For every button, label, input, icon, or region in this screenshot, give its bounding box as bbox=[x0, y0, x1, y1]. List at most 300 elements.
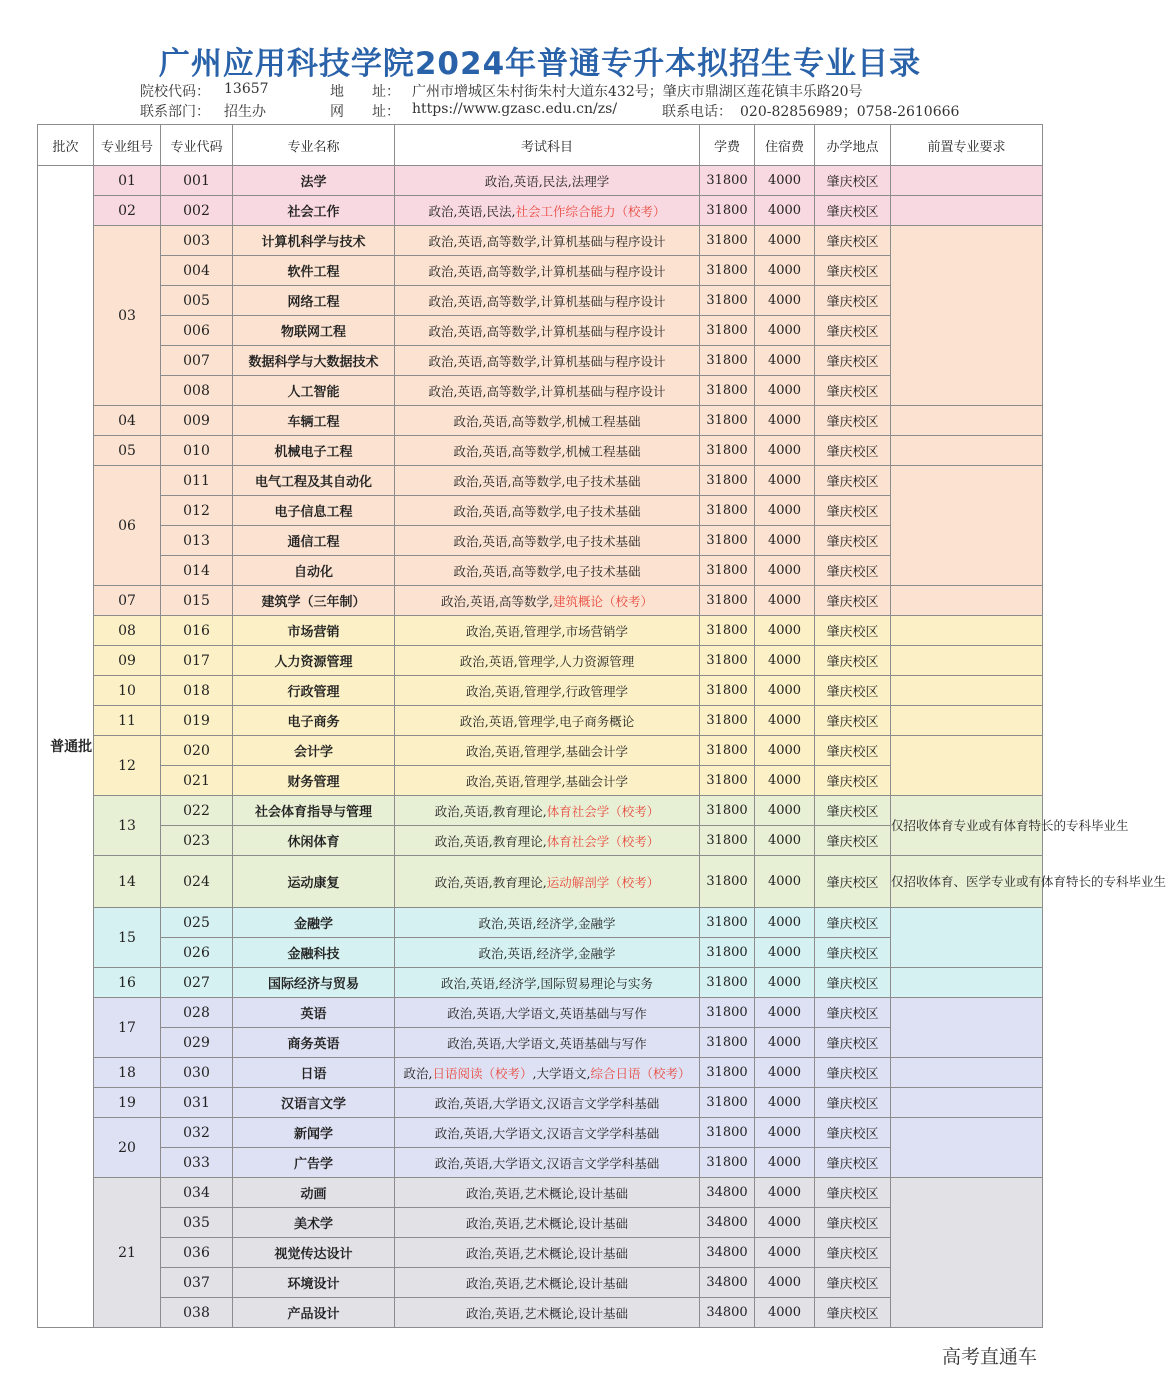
phone-label: 联系电话： bbox=[662, 104, 732, 120]
table-row bbox=[38, 1058, 1043, 1088]
exam-subjects-cell bbox=[395, 346, 700, 376]
exam-subject-text: 政治,英语,高等数学,电子技术基础 bbox=[453, 503, 641, 519]
group-number-cell: 09 bbox=[94, 646, 161, 676]
campus-cell: 肇庆校区 bbox=[815, 1088, 891, 1118]
tuition-cell: 31800 bbox=[700, 376, 755, 406]
major-code-cell: 035 bbox=[161, 1208, 233, 1238]
address: 广州市增城区朱村街朱村大道东432号；肇庆市鼎湖区莲花镇丰乐路20号 bbox=[412, 84, 863, 100]
major-name-cell: 会计学 bbox=[233, 736, 395, 766]
dorm-fee-cell: 4000 bbox=[755, 736, 815, 766]
dorm-fee-cell: 4000 bbox=[755, 1178, 815, 1208]
dorm-fee-cell: 4000 bbox=[755, 676, 815, 706]
tuition-cell: 31800 bbox=[700, 556, 755, 586]
dorm-fee-cell: 4000 bbox=[755, 346, 815, 376]
school-exam-subject: 体育社会学（校考） bbox=[546, 833, 660, 849]
table-row bbox=[38, 1178, 1043, 1208]
table-row bbox=[38, 166, 1043, 196]
campus-cell: 肇庆校区 bbox=[815, 556, 891, 586]
tuition-cell: 34800 bbox=[700, 1208, 755, 1238]
major-name-cell: 运动康复 bbox=[233, 856, 395, 908]
major-name-cell: 社会工作 bbox=[233, 196, 395, 226]
dorm-fee-cell: 4000 bbox=[755, 436, 815, 466]
exam-subjects-cell bbox=[395, 856, 700, 908]
exam-subjects-cell bbox=[395, 556, 700, 586]
tuition-cell: 31800 bbox=[700, 346, 755, 376]
group-number-cell: 03 bbox=[94, 226, 161, 406]
campus-cell: 肇庆校区 bbox=[815, 968, 891, 998]
dept: 招生办 bbox=[224, 104, 266, 120]
major-name-cell: 休闲体育 bbox=[233, 826, 395, 856]
exam-subjects-cell bbox=[395, 526, 700, 556]
major-code-cell: 038 bbox=[161, 1298, 233, 1328]
major-code-cell: 034 bbox=[161, 1178, 233, 1208]
exam-subject-text: 政治,英语,管理学,电子商务概论 bbox=[459, 713, 635, 729]
table-row bbox=[38, 1118, 1043, 1148]
tuition-cell: 31800 bbox=[700, 938, 755, 968]
major-code-cell: 018 bbox=[161, 676, 233, 706]
dorm-fee-cell: 4000 bbox=[755, 1118, 815, 1148]
exam-subject-text: 政治,英语,艺术概论,设计基础 bbox=[466, 1305, 628, 1321]
exam-subject-text: 政治,英语,高等数学,计算机基础与程序设计 bbox=[428, 383, 666, 399]
exam-subject-text: 政治,英语,高等数学,电子技术基础 bbox=[453, 473, 641, 489]
prerequisite-cell bbox=[891, 436, 1043, 466]
group-number-cell: 04 bbox=[94, 406, 161, 436]
table-row bbox=[38, 586, 1043, 616]
tuition-cell: 31800 bbox=[700, 1148, 755, 1178]
group-number-cell: 15 bbox=[94, 908, 161, 968]
major-code-cell: 032 bbox=[161, 1118, 233, 1148]
exam-subject-text: 政治,英语,高等数学,电子技术基础 bbox=[453, 563, 641, 579]
tuition-cell: 31800 bbox=[700, 496, 755, 526]
campus-cell: 肇庆校区 bbox=[815, 1028, 891, 1058]
header-cell: 考试科目 bbox=[395, 125, 700, 166]
table-row bbox=[38, 908, 1043, 938]
exam-subjects-cell bbox=[395, 736, 700, 766]
dorm-fee-cell: 4000 bbox=[755, 526, 815, 556]
major-name-cell: 电子商务 bbox=[233, 706, 395, 736]
tuition-cell: 31800 bbox=[700, 466, 755, 496]
prerequisite-cell bbox=[891, 998, 1043, 1058]
dorm-fee-cell: 4000 bbox=[755, 586, 815, 616]
campus-cell: 肇庆校区 bbox=[815, 1298, 891, 1328]
watermark: 高考直通车 bbox=[942, 1346, 1038, 1368]
campus-cell: 肇庆校区 bbox=[815, 856, 891, 908]
major-name-cell: 广告学 bbox=[233, 1148, 395, 1178]
major-name-cell: 国际经济与贸易 bbox=[233, 968, 395, 998]
prerequisite-cell bbox=[891, 736, 1043, 796]
dorm-fee-cell: 4000 bbox=[755, 1058, 815, 1088]
major-name-cell: 商务英语 bbox=[233, 1028, 395, 1058]
major-code-cell: 006 bbox=[161, 316, 233, 346]
batch-label: 普通批 bbox=[50, 738, 93, 755]
school-code-label: 院校代码： bbox=[140, 84, 210, 100]
major-code-cell: 026 bbox=[161, 938, 233, 968]
major-name-cell: 数据科学与大数据技术 bbox=[233, 346, 395, 376]
tuition-cell: 31800 bbox=[700, 1028, 755, 1058]
dorm-fee-cell: 4000 bbox=[755, 256, 815, 286]
exam-subjects-cell bbox=[395, 1058, 700, 1088]
exam-subject-text: 政治,英语,管理学,行政管理学 bbox=[466, 683, 628, 699]
campus-cell: 肇庆校区 bbox=[815, 826, 891, 856]
tuition-cell: 31800 bbox=[700, 316, 755, 346]
group-number-cell: 21 bbox=[94, 1178, 161, 1328]
major-code-cell: 013 bbox=[161, 526, 233, 556]
table-row bbox=[38, 676, 1043, 706]
exam-subjects-cell bbox=[395, 908, 700, 938]
exam-subject-text: 政治, bbox=[403, 1065, 433, 1081]
batch-cell bbox=[38, 166, 94, 1328]
exam-subject-text: 政治,英语,民法, bbox=[428, 203, 516, 219]
dorm-fee-cell: 4000 bbox=[755, 466, 815, 496]
major-code-cell: 029 bbox=[161, 1028, 233, 1058]
dorm-fee-cell: 4000 bbox=[755, 796, 815, 826]
exam-subjects-cell bbox=[395, 286, 700, 316]
table-row bbox=[38, 796, 1043, 826]
page-title: 广州应用科技学院2024年普通专升本拟招生专业目录 bbox=[158, 46, 922, 82]
school-exam-subject: 体育社会学（校考） bbox=[546, 803, 660, 819]
address-label: 地 址： bbox=[330, 84, 400, 100]
header-cell: 专业名称 bbox=[233, 125, 395, 166]
exam-subject-text: 政治,英语,管理学,人力资源管理 bbox=[459, 653, 635, 669]
major-code-cell: 001 bbox=[161, 166, 233, 196]
campus-cell: 肇庆校区 bbox=[815, 908, 891, 938]
dorm-fee-cell: 4000 bbox=[755, 826, 815, 856]
campus-cell: 肇庆校区 bbox=[815, 736, 891, 766]
major-name-cell: 金融科技 bbox=[233, 938, 395, 968]
prerequisite-cell bbox=[891, 466, 1043, 586]
group-number-cell: 07 bbox=[94, 586, 161, 616]
tuition-cell: 31800 bbox=[700, 998, 755, 1028]
campus-cell: 肇庆校区 bbox=[815, 436, 891, 466]
major-code-cell: 021 bbox=[161, 766, 233, 796]
major-code-cell: 019 bbox=[161, 706, 233, 736]
major-name-cell: 动画 bbox=[233, 1178, 395, 1208]
campus-cell: 肇庆校区 bbox=[815, 1208, 891, 1238]
dorm-fee-cell: 4000 bbox=[755, 376, 815, 406]
exam-subject-text: 政治,英语,经济学,金融学 bbox=[478, 945, 616, 961]
major-code-cell: 016 bbox=[161, 616, 233, 646]
tuition-cell: 31800 bbox=[700, 706, 755, 736]
major-name-cell: 法学 bbox=[233, 166, 395, 196]
header-cell: 住宿费 bbox=[755, 125, 815, 166]
exam-subject-text: 政治,英语,艺术概论,设计基础 bbox=[466, 1185, 628, 1201]
exam-subject-text: 政治,英语,民法,法理学 bbox=[484, 173, 610, 189]
major-code-cell: 004 bbox=[161, 256, 233, 286]
prerequisite-cell bbox=[891, 1058, 1043, 1088]
campus-cell: 肇庆校区 bbox=[815, 316, 891, 346]
group-number-cell: 06 bbox=[94, 466, 161, 586]
major-name-cell: 电气工程及其自动化 bbox=[233, 466, 395, 496]
exam-subjects-cell bbox=[395, 826, 700, 856]
tuition-cell: 31800 bbox=[700, 796, 755, 826]
dorm-fee-cell: 4000 bbox=[755, 1298, 815, 1328]
dorm-fee-cell: 4000 bbox=[755, 938, 815, 968]
major-name-cell: 车辆工程 bbox=[233, 406, 395, 436]
major-name-cell: 软件工程 bbox=[233, 256, 395, 286]
table-row bbox=[38, 226, 1043, 256]
campus-cell: 肇庆校区 bbox=[815, 226, 891, 256]
exam-subject-text: 政治,英语,艺术概论,设计基础 bbox=[466, 1215, 628, 1231]
group-number-cell: 10 bbox=[94, 676, 161, 706]
campus-cell: 肇庆校区 bbox=[815, 646, 891, 676]
exam-subject-text: 政治,英语,艺术概论,设计基础 bbox=[466, 1275, 628, 1291]
major-code-cell: 027 bbox=[161, 968, 233, 998]
exam-subjects-cell bbox=[395, 436, 700, 466]
exam-subject-text: 政治,英语,教育理论, bbox=[434, 803, 547, 819]
major-name-cell: 产品设计 bbox=[233, 1298, 395, 1328]
phone: 020-82856989；0758-2610666 bbox=[740, 104, 960, 120]
exam-subjects-cell bbox=[395, 646, 700, 676]
dorm-fee-cell: 4000 bbox=[755, 316, 815, 346]
dorm-fee-cell: 4000 bbox=[755, 166, 815, 196]
prerequisite-cell bbox=[891, 1178, 1043, 1328]
exam-subjects-cell bbox=[395, 1148, 700, 1178]
prerequisite-cell bbox=[891, 196, 1043, 226]
exam-subjects-cell bbox=[395, 1268, 700, 1298]
campus-cell: 肇庆校区 bbox=[815, 586, 891, 616]
major-name-cell: 市场营销 bbox=[233, 616, 395, 646]
group-number-cell: 12 bbox=[94, 736, 161, 796]
prerequisite-cell bbox=[891, 586, 1043, 616]
major-name-cell: 美术学 bbox=[233, 1208, 395, 1238]
exam-subjects-cell bbox=[395, 676, 700, 706]
major-code-cell: 015 bbox=[161, 586, 233, 616]
exam-subjects-cell bbox=[395, 938, 700, 968]
major-name-cell: 电子信息工程 bbox=[233, 496, 395, 526]
dorm-fee-cell: 4000 bbox=[755, 1208, 815, 1238]
major-name-cell: 人力资源管理 bbox=[233, 646, 395, 676]
tuition-cell: 31800 bbox=[700, 1118, 755, 1148]
exam-subjects-cell bbox=[395, 406, 700, 436]
campus-cell: 肇庆校区 bbox=[815, 796, 891, 826]
campus-cell: 肇庆校区 bbox=[815, 196, 891, 226]
exam-subjects-cell bbox=[395, 196, 700, 226]
prerequisite-cell bbox=[891, 706, 1043, 736]
major-code-cell: 022 bbox=[161, 796, 233, 826]
exam-subject-text: 政治,英语,高等数学,机械工程基础 bbox=[453, 443, 641, 459]
exam-subject-text: 政治,英语,管理学,基础会计学 bbox=[466, 773, 628, 789]
campus-cell: 肇庆校区 bbox=[815, 706, 891, 736]
table-row bbox=[38, 616, 1043, 646]
major-code-cell: 023 bbox=[161, 826, 233, 856]
prerequisite-cell: 仅招收体育、医学专业或有体育特长的专科毕业生 bbox=[891, 856, 1043, 908]
tuition-cell: 31800 bbox=[700, 736, 755, 766]
exam-subjects-cell bbox=[395, 796, 700, 826]
exam-subject-text: 政治,英语,高等数学,机械工程基础 bbox=[453, 413, 641, 429]
major-name-cell: 建筑学（三年制） bbox=[233, 586, 395, 616]
dorm-fee-cell: 4000 bbox=[755, 968, 815, 998]
tuition-cell: 31800 bbox=[700, 766, 755, 796]
dept-label: 联系部门： bbox=[140, 104, 210, 120]
table-row bbox=[38, 436, 1043, 466]
exam-subject-text: 政治,英语,高等数学,计算机基础与程序设计 bbox=[428, 293, 666, 309]
major-name-cell: 机械电子工程 bbox=[233, 436, 395, 466]
prerequisite-cell bbox=[891, 646, 1043, 676]
major-code-cell: 007 bbox=[161, 346, 233, 376]
group-number-cell: 19 bbox=[94, 1088, 161, 1118]
prerequisite-cell bbox=[891, 616, 1043, 646]
group-number-cell: 17 bbox=[94, 998, 161, 1058]
campus-cell: 肇庆校区 bbox=[815, 166, 891, 196]
exam-subjects-cell bbox=[395, 376, 700, 406]
tuition-cell: 31800 bbox=[700, 676, 755, 706]
exam-subjects-cell bbox=[395, 226, 700, 256]
major-name-cell: 社会体育指导与管理 bbox=[233, 796, 395, 826]
campus-cell: 肇庆校区 bbox=[815, 1148, 891, 1178]
exam-subjects-cell bbox=[395, 256, 700, 286]
major-code-cell: 002 bbox=[161, 196, 233, 226]
major-code-cell: 017 bbox=[161, 646, 233, 676]
campus-cell: 肇庆校区 bbox=[815, 938, 891, 968]
tuition-cell: 31800 bbox=[700, 586, 755, 616]
major-name-cell: 环境设计 bbox=[233, 1268, 395, 1298]
dorm-fee-cell: 4000 bbox=[755, 856, 815, 908]
exam-subject-text: 政治,英语,高等数学, bbox=[441, 593, 553, 609]
exam-subject-text: 政治,英语,大学语文,英语基础与写作 bbox=[447, 1005, 647, 1021]
campus-cell: 肇庆校区 bbox=[815, 1178, 891, 1208]
exam-subjects-cell bbox=[395, 968, 700, 998]
exam-subjects-cell bbox=[395, 1178, 700, 1208]
table-row bbox=[38, 968, 1043, 998]
tuition-cell: 34800 bbox=[700, 1268, 755, 1298]
exam-subject-text: 政治,英语,教育理论, bbox=[434, 874, 547, 890]
major-code-cell: 009 bbox=[161, 406, 233, 436]
campus-cell: 肇庆校区 bbox=[815, 286, 891, 316]
major-name-cell: 计算机科学与技术 bbox=[233, 226, 395, 256]
major-name-cell: 自动化 bbox=[233, 556, 395, 586]
table-row bbox=[38, 706, 1043, 736]
major-name-cell: 汉语言文学 bbox=[233, 1088, 395, 1118]
major-name-cell: 行政管理 bbox=[233, 676, 395, 706]
group-number-cell: 02 bbox=[94, 196, 161, 226]
campus-cell: 肇庆校区 bbox=[815, 496, 891, 526]
major-code-cell: 024 bbox=[161, 856, 233, 908]
major-name-cell: 金融学 bbox=[233, 908, 395, 938]
prerequisite-cell bbox=[891, 1088, 1043, 1118]
tuition-cell: 31800 bbox=[700, 196, 755, 226]
dorm-fee-cell: 4000 bbox=[755, 226, 815, 256]
exam-subjects-cell bbox=[395, 1028, 700, 1058]
exam-subject-text: 政治,英语,高等数学,计算机基础与程序设计 bbox=[428, 263, 666, 279]
exam-subject-text: 政治,英语,经济学,金融学 bbox=[478, 915, 616, 931]
major-name-cell: 物联网工程 bbox=[233, 316, 395, 346]
table-row bbox=[38, 1088, 1043, 1118]
header-cell: 前置专业要求 bbox=[891, 125, 1043, 166]
group-number-cell: 08 bbox=[94, 616, 161, 646]
prerequisite-cell bbox=[891, 1118, 1043, 1178]
dorm-fee-cell: 4000 bbox=[755, 286, 815, 316]
tuition-cell: 31800 bbox=[700, 826, 755, 856]
exam-subjects-cell bbox=[395, 466, 700, 496]
website-label: 网 址： bbox=[330, 104, 400, 120]
tuition-cell: 31800 bbox=[700, 908, 755, 938]
group-number-cell: 18 bbox=[94, 1058, 161, 1088]
header-cell: 办学地点 bbox=[815, 125, 891, 166]
campus-cell: 肇庆校区 bbox=[815, 406, 891, 436]
exam-subject-text: 政治,英语,经济学,国际贸易理论与实务 bbox=[441, 975, 653, 991]
exam-subject-text: 政治,英语,大学语文,英语基础与写作 bbox=[447, 1035, 647, 1051]
campus-cell: 肇庆校区 bbox=[815, 998, 891, 1028]
major-code-cell: 033 bbox=[161, 1148, 233, 1178]
dorm-fee-cell: 4000 bbox=[755, 1238, 815, 1268]
exam-subject-text: 政治,英语,高等数学,电子技术基础 bbox=[453, 533, 641, 549]
exam-subject-text: 政治,英语,高等数学,计算机基础与程序设计 bbox=[428, 233, 666, 249]
exam-subject-text: 政治,英语,高等数学,计算机基础与程序设计 bbox=[428, 323, 666, 339]
group-number-cell: 11 bbox=[94, 706, 161, 736]
major-code-cell: 011 bbox=[161, 466, 233, 496]
table-row bbox=[38, 856, 1043, 908]
tuition-cell: 31800 bbox=[700, 166, 755, 196]
tuition-cell: 31800 bbox=[700, 406, 755, 436]
exam-subjects-cell bbox=[395, 496, 700, 526]
campus-cell: 肇庆校区 bbox=[815, 616, 891, 646]
major-code-cell: 008 bbox=[161, 376, 233, 406]
campus-cell: 肇庆校区 bbox=[815, 676, 891, 706]
tuition-cell: 34800 bbox=[700, 1178, 755, 1208]
tuition-cell: 31800 bbox=[700, 646, 755, 676]
tuition-cell: 31800 bbox=[700, 226, 755, 256]
header-cell: 学费 bbox=[700, 125, 755, 166]
table-row bbox=[38, 998, 1043, 1028]
exam-subject-text: 政治,英语,大学语文,汉语言文学学科基础 bbox=[434, 1095, 660, 1111]
school-exam-subject: 建筑概论（校考） bbox=[552, 593, 653, 609]
dorm-fee-cell: 4000 bbox=[755, 406, 815, 436]
exam-subjects-cell bbox=[395, 706, 700, 736]
table-row bbox=[38, 196, 1043, 226]
school-exam-subject: 社会工作综合能力（校考） bbox=[515, 203, 666, 219]
dorm-fee-cell: 4000 bbox=[755, 1148, 815, 1178]
exam-subject-text: ,大学语文, bbox=[532, 1065, 591, 1081]
exam-subjects-cell bbox=[395, 586, 700, 616]
major-code-cell: 028 bbox=[161, 998, 233, 1028]
table-row bbox=[38, 736, 1043, 766]
campus-cell: 肇庆校区 bbox=[815, 376, 891, 406]
exam-subject-text: 政治,英语,大学语文,汉语言文学学科基础 bbox=[434, 1155, 660, 1171]
tuition-cell: 34800 bbox=[700, 1298, 755, 1328]
website-link[interactable]: https://www.gzasc.edu.cn/zs/ bbox=[412, 101, 618, 117]
school-exam-subject: 日语阅读（校考） bbox=[432, 1065, 533, 1081]
exam-subject-text: 政治,英语,管理学,基础会计学 bbox=[466, 743, 628, 759]
campus-cell: 肇庆校区 bbox=[815, 526, 891, 556]
prerequisite-cell bbox=[891, 406, 1043, 436]
campus-cell: 肇庆校区 bbox=[815, 766, 891, 796]
major-name-cell: 人工智能 bbox=[233, 376, 395, 406]
dorm-fee-cell: 4000 bbox=[755, 1268, 815, 1298]
exam-subjects-cell bbox=[395, 1118, 700, 1148]
tuition-cell: 31800 bbox=[700, 968, 755, 998]
group-number-cell: 16 bbox=[94, 968, 161, 998]
campus-cell: 肇庆校区 bbox=[815, 346, 891, 376]
major-code-cell: 037 bbox=[161, 1268, 233, 1298]
major-name-cell: 日语 bbox=[233, 1058, 395, 1088]
exam-subject-text: 政治,英语,教育理论, bbox=[434, 833, 547, 849]
group-number-cell: 05 bbox=[94, 436, 161, 466]
dorm-fee-cell: 4000 bbox=[755, 706, 815, 736]
major-name-cell: 通信工程 bbox=[233, 526, 395, 556]
prerequisite-cell bbox=[891, 226, 1043, 406]
school-exam-subject: 综合日语（校考） bbox=[590, 1065, 691, 1081]
dorm-fee-cell: 4000 bbox=[755, 766, 815, 796]
group-number-cell: 13 bbox=[94, 796, 161, 856]
major-catalog-table bbox=[37, 124, 1166, 1328]
dorm-fee-cell: 4000 bbox=[755, 998, 815, 1028]
prerequisite-cell bbox=[891, 908, 1043, 968]
school-code: 13657 bbox=[224, 81, 269, 97]
school-exam-subject: 运动解剖学（校考） bbox=[546, 874, 660, 890]
dorm-fee-cell: 4000 bbox=[755, 556, 815, 586]
major-code-cell: 005 bbox=[161, 286, 233, 316]
prerequisite-cell bbox=[891, 166, 1043, 196]
